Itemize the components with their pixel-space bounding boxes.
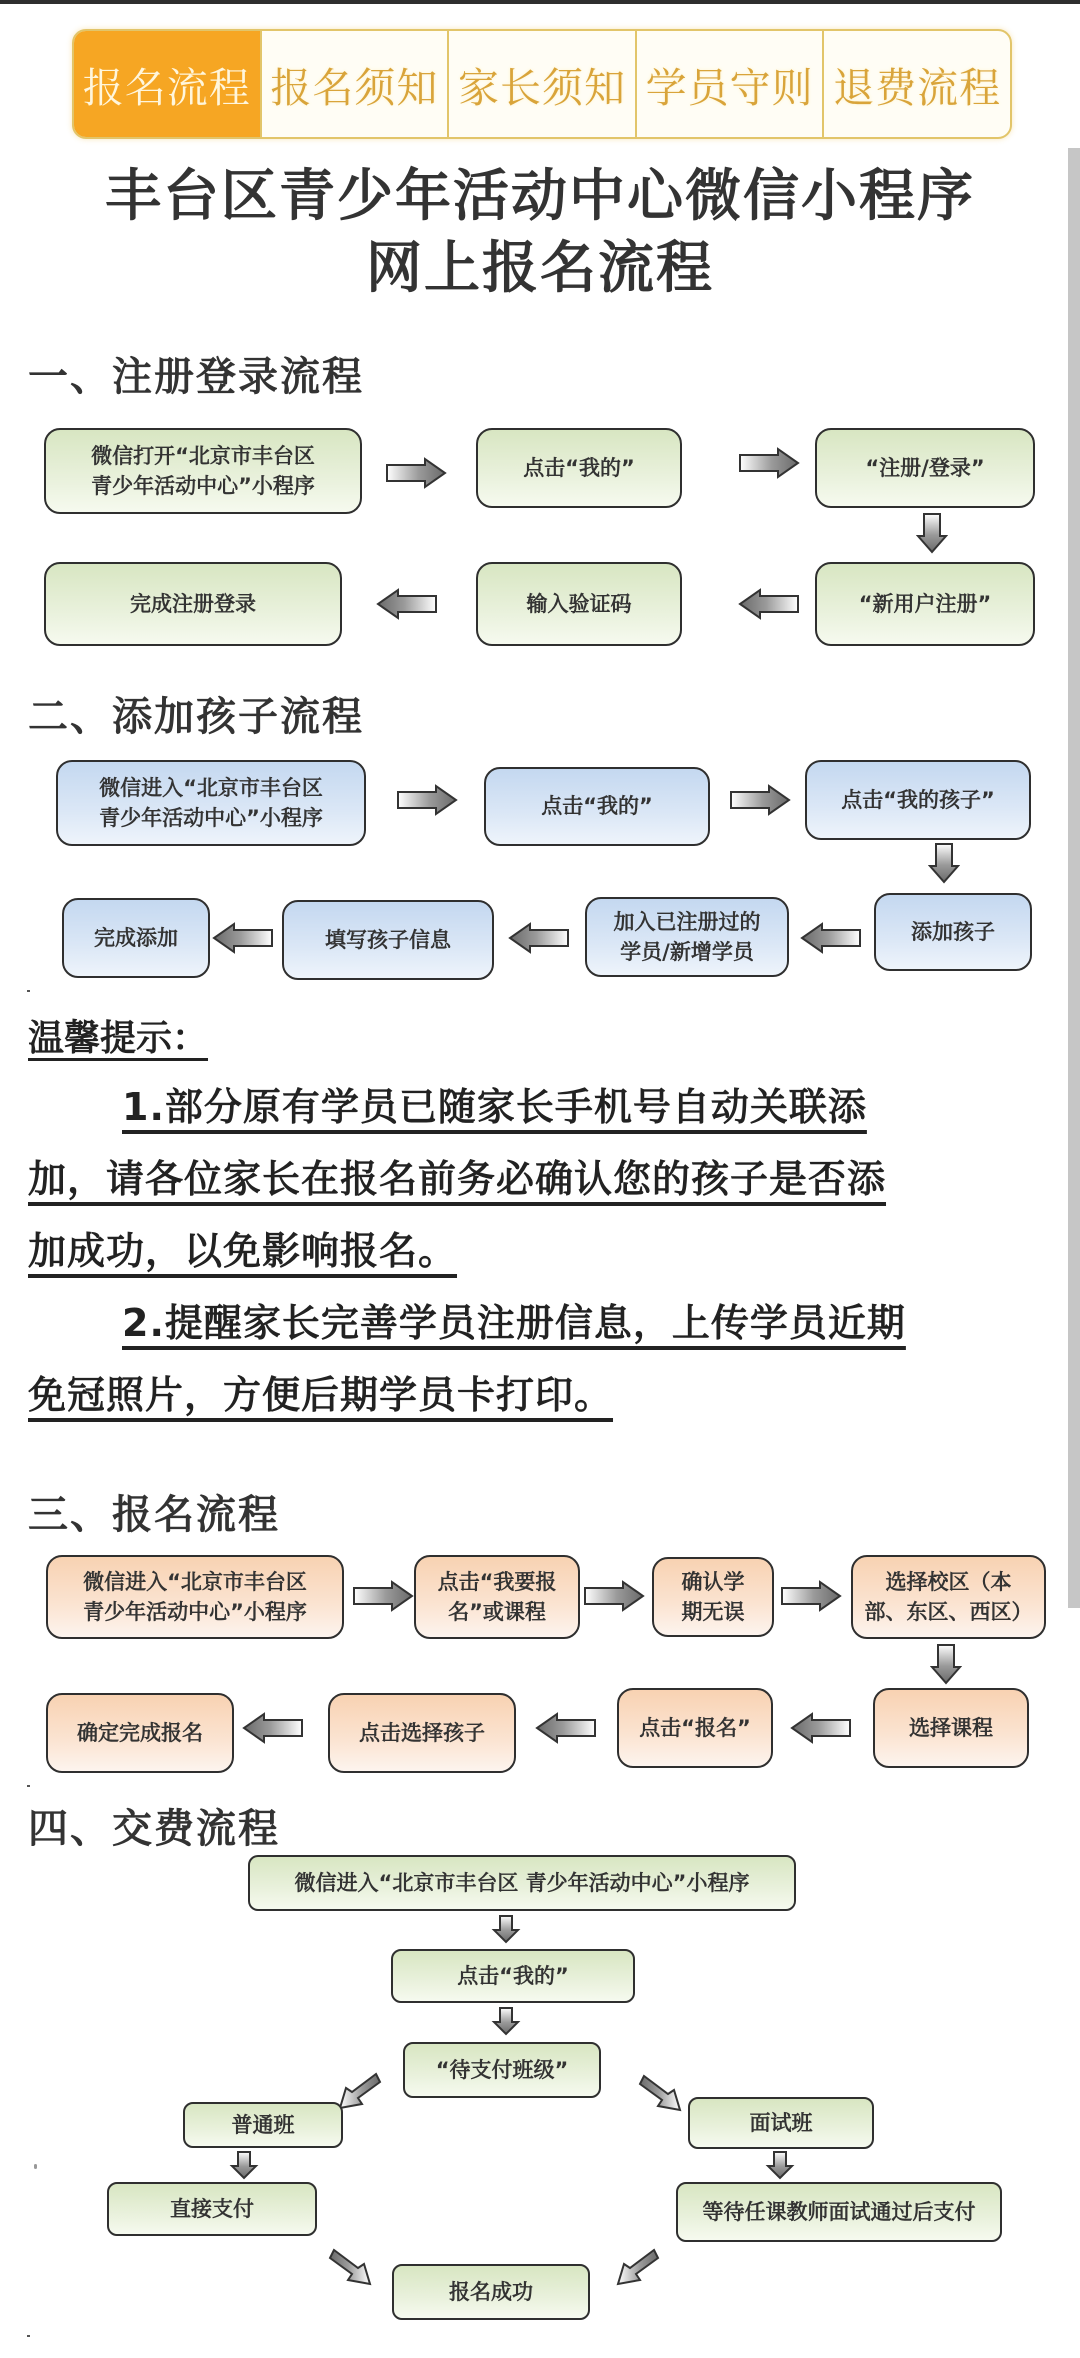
flow-step-click-enroll: 点击“报名”	[617, 1688, 773, 1768]
page-title-line2: 网上报名流程	[366, 236, 714, 301]
flow-step-click-enroll-or-course: 点击“我要报 名”或课程	[414, 1555, 580, 1639]
flow-step-select-campus: 选择校区（本 部、东区、西区）	[851, 1555, 1046, 1639]
flow-step-click-mine: 点击“我的”	[476, 428, 682, 508]
top-status-bar	[0, 0, 1080, 4]
arrow-down-left-icon	[614, 2248, 660, 2288]
arrow-down-icon	[928, 842, 960, 884]
tab-bar	[72, 29, 1012, 139]
flow-step-click-my-children: 点击“我的孩子”	[805, 760, 1031, 840]
arrow-down-icon	[229, 2150, 259, 2180]
arrow-right-icon	[385, 457, 447, 489]
tip1-line1: 1.部分原有学员已随家长手机号自动关联添	[122, 1085, 867, 1129]
dot-mark	[27, 1785, 30, 1787]
flow-step-complete-registration: 完成注册登录	[44, 562, 342, 646]
section-heading-enroll: 三、报名流程	[28, 1492, 280, 1538]
flow-step-click-mine: 点击“我的”	[391, 1949, 635, 2003]
tip1-line2: 加，请各位家长在报名前务必确认您的孩子是否添	[28, 1157, 887, 1201]
arrow-left-icon	[508, 922, 570, 954]
tab-enroll-notice[interactable]: 报名须知	[260, 31, 448, 137]
flow-step-confirm-enroll: 确定完成报名	[46, 1693, 234, 1773]
arrow-left-icon	[535, 1712, 597, 1744]
dot-mark	[27, 990, 30, 992]
section-heading-payment: 四、交费流程	[28, 1806, 280, 1852]
flow-step-add-child: 添加孩子	[874, 893, 1032, 971]
tip2-line1: 2.提醒家长完善学员注册信息，上传学员近期	[122, 1301, 906, 1345]
flow-step-select-course: 选择课程	[873, 1688, 1029, 1768]
flow-step-pay-after-interview: 等待任课教师面试通过后支付	[676, 2182, 1002, 2242]
page-title-line1: 丰台区青少年活动中心微信小程序	[105, 164, 975, 229]
arrow-right-icon	[583, 1580, 645, 1612]
flow-step-join-or-new-student: 加入已注册过的 学员/新增学员	[585, 897, 789, 977]
arrow-down-icon	[490, 1914, 522, 1944]
arrow-down-icon	[765, 2150, 795, 2180]
flow-step-fill-child-info: 填写孩子信息	[282, 900, 494, 980]
flow-step-new-user-register: “新用户注册”	[815, 562, 1035, 646]
arrow-down-left-icon	[336, 2072, 382, 2112]
tip1-line3: 加成功，以免影响报名。	[28, 1229, 458, 1273]
arrow-left-icon	[242, 1712, 304, 1744]
arrow-right-icon	[396, 784, 458, 816]
flow-step-open-miniprogram: 微信打开“北京市丰台区 青少年活动中心”小程序	[44, 428, 362, 514]
flow-step-pay-directly: 直接支付	[107, 2182, 317, 2236]
arrow-down-icon	[490, 2006, 522, 2036]
arrow-down-right-icon	[638, 2074, 684, 2114]
arrow-right-icon	[738, 447, 800, 479]
arrow-left-icon	[790, 1712, 852, 1744]
arrow-down-icon	[916, 512, 948, 554]
flow-step-confirm-term: 确认学 期无误	[652, 1557, 774, 1637]
flow-step-register-login: “注册/登录”	[815, 428, 1035, 508]
section-heading-add-child: 二、添加孩子流程	[28, 694, 364, 740]
tip2-line2: 免冠照片，方便后期学员卡打印。	[28, 1373, 614, 1417]
arrow-left-icon	[738, 588, 800, 620]
dot-mark	[34, 2164, 37, 2169]
dot-mark	[27, 2335, 30, 2337]
section-heading-register: 一、注册登录流程	[28, 354, 364, 400]
flow-step-enter-miniprogram: 微信进入“北京市丰台区 青少年活动中心”小程序	[248, 1855, 796, 1911]
arrow-right-icon	[352, 1580, 414, 1612]
arrow-down-icon	[930, 1643, 962, 1685]
flow-step-pending-payment-class: “待支付班级”	[403, 2042, 601, 2098]
scrollbar[interactable]	[1068, 148, 1080, 1608]
flow-step-enroll-success: 报名成功	[392, 2264, 590, 2320]
tab-refund-process[interactable]: 退费流程	[822, 31, 1010, 137]
arrow-right-icon	[780, 1580, 842, 1612]
arrow-left-icon	[376, 588, 438, 620]
arrow-left-icon	[800, 922, 862, 954]
flow-step-enter-miniprogram: 微信进入“北京市丰台区 青少年活动中心”小程序	[46, 1555, 344, 1639]
flow-step-click-mine: 点击“我的”	[484, 767, 710, 846]
flow-step-regular-class: 普通班	[183, 2102, 343, 2148]
tab-enroll-process[interactable]: 报名流程	[74, 31, 260, 137]
flow-step-complete-add: 完成添加	[62, 898, 210, 978]
flow-step-enter-miniprogram: 微信进入“北京市丰台区 青少年活动中心”小程序	[56, 760, 366, 846]
tips-heading: 温馨提示：	[28, 1018, 209, 1059]
arrow-right-icon	[729, 784, 791, 816]
arrow-down-right-icon	[328, 2248, 374, 2288]
flow-step-select-child: 点击选择孩子	[328, 1693, 516, 1773]
tab-student-rules[interactable]: 学员守则	[635, 31, 823, 137]
flow-step-interview-class: 面试班	[688, 2097, 874, 2149]
tab-parent-notice[interactable]: 家长须知	[447, 31, 635, 137]
flow-step-enter-code: 输入验证码	[476, 562, 682, 646]
arrow-left-icon	[212, 922, 274, 954]
